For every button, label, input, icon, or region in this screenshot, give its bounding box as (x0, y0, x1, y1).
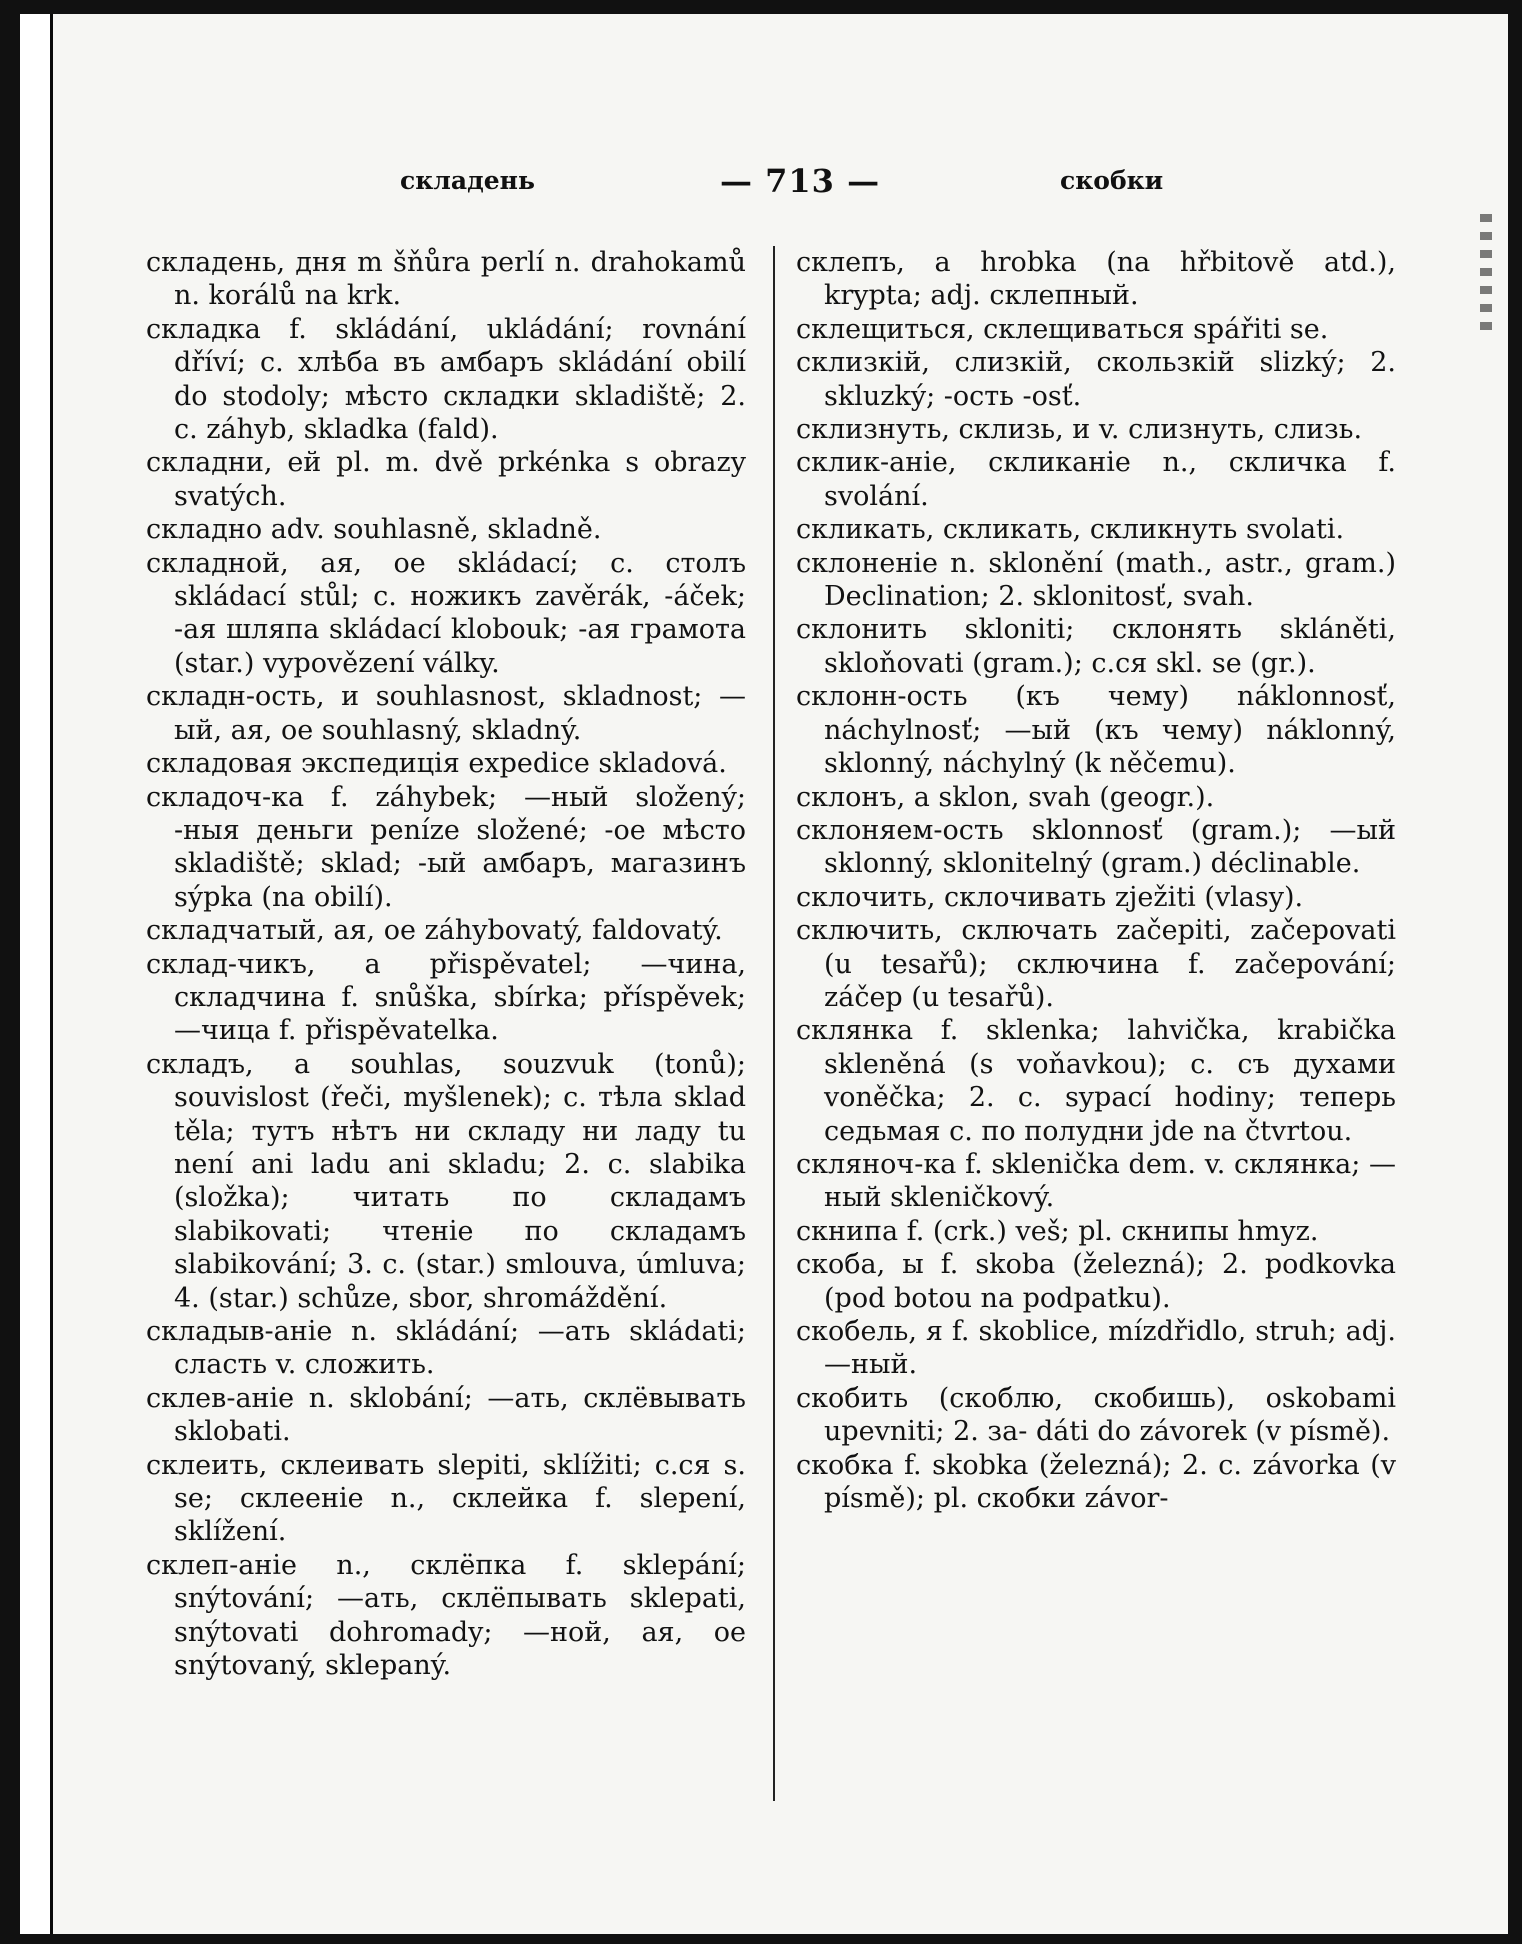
column-divider (773, 246, 775, 1801)
dictionary-entry: склик-аніе, скликаніе n., скличка f. svolání. (796, 447, 1396, 512)
scan-edge-marks (1480, 214, 1492, 334)
dictionary-entry: склизнуть, склизь, и v. слизнуть, слизь. (796, 414, 1363, 446)
dictionary-entry: скнипа f. (crk.) veš; pl. скнипы hmyz. (796, 1215, 1319, 1247)
dictionary-entry: склоненіе n. sklonění (math., astr., gram.) Declination; 2. sklonitosť, svah. (796, 547, 1396, 613)
dictionary-entry: склонить skloniti; склонять skláněti, skloňovati (gram.); c.ся skl. se (gr.). (796, 614, 1396, 679)
dictionary-entry: склад-чикъ, a přispěvatel; —чина, складчина f. snůška, sbírka; příspěvek; —чица f. přispěvatelka. (146, 948, 746, 1047)
dictionary-entry: складчатый, ая, ое záhybovatý, faldovatý. (146, 915, 723, 947)
dictionary-entry: скобель, я f. skoblice, mízdřidlo, struh; adj. —ный. (796, 1316, 1396, 1381)
page-header (150, 162, 1370, 206)
header-left-guide-word: складень (400, 166, 535, 195)
dictionary-entry: скликать, скликать, скликнуть svolati. (796, 514, 1345, 546)
dictionary-entry: складоч-ка f. záhybek; —ный složený; -ныя деньги peníze složené; -ое мѣсто skladiště; sklad; -ый амбаръ, магазинъ sýpka (na obilí). (146, 781, 746, 913)
dictionary-entry: складной, ая, ое skládací; c. столъ skládací stůl; c. ножикъ zavěrák, -áček; -ая шляпа skládací klobouk; -ая грамота (star.) vypovězení války. (146, 547, 746, 679)
facing-page-edge (20, 14, 53, 1934)
dictionary-entry: скобка f. skobka (železná); 2. c. závorka (v písmě); pl. скобки závor- (796, 1449, 1396, 1515)
dictionary-entry: склоняем-ость sklonnosť (gram.); —ый sklonný, sklonitelný (gram.) déclinable. (796, 814, 1396, 880)
dictionary-entry: склеить, склеивать slepiti, sklížiti; c.ся s. se; склееніе n., склейка f. slepení, sklížení. (146, 1449, 746, 1548)
dictionary-entry: склев-аніе n. sklobání; —ать, склёвывать sklobati. (146, 1382, 746, 1448)
dictionary-entry: скляноч-ка f. sklenička dem. v. склянка; —ный skleničkový. (796, 1148, 1396, 1214)
dictionary-entry: склепъ, a hrobka (na hřbitově atd.), krypta; adj. склепный. (796, 247, 1396, 312)
dictionary-entry: складень, дня m šňůra perlí n. drahokamů n. korálů na krk. (146, 247, 746, 312)
dictionary-entry: скоба, ы f. skoba (železná); 2. podkovka (pod botou na podpatku). (796, 1249, 1396, 1314)
dictionary-entry: склонн-ость (къ чему) náklonnosť, náchylnosť; —ый (къ чему) náklonný, sklonný, náchylný (k něčemu). (796, 681, 1396, 780)
dictionary-entry: склеп-аніе n., склёпка f. sklepání; snýtování; —ать, склёпывать sklepati, snýtovati dohromady; —ной, ая, ое snýtovaný, sklepaný. (146, 1549, 746, 1682)
dictionary-entry: складно adv. souhlasně, skladně. (146, 514, 602, 546)
dictionary-entry: складни, ей pl. m. dvě prkénka s obrazy svatých. (146, 447, 746, 512)
dictionary-entry: склещиться, склещиваться spářiti se. (796, 313, 1329, 345)
dictionary-entry: склизкій, слизкій, скользкій slizký; 2. skluzký; -ость -osť. (796, 347, 1396, 412)
dictionary-entry: складка f. skládání, ukládání; rovnání dříví; c. хлѣба въ амбаръ skládání obilí do stodoly; мѣсто складки skladiště; 2. c. záhyb, skladka (fald). (146, 313, 746, 446)
dictionary-entry: склочить, склочивать zježiti (vlasy). (796, 881, 1304, 913)
dictionary-entry: складъ, a souhlas, souzvuk (tonů); souvislost (řeči, myšlenek); c. тѣла sklad těla; тутъ нѣтъ ни складу ни ладу tu není ani ladu ani skladu; 2. c. slabika (složka); читать по складамъ slabikovati; чтеніе по складамъ slabikování; 3. c. (star.) smlouva, úmluva; 4. (star.) schůze, sbor, shromáždění. (146, 1048, 746, 1314)
dictionary-entry: склянка f. sklenka; lahvička, krabička skleněná (s voňavkou); c. съ духами voněčka; 2. c. sypací hodiny; теперь седьмая c. по полудни jde na čtvrtou. (796, 1015, 1396, 1147)
header-right-guide-word: скобки (1060, 166, 1164, 195)
dictionary-entry: складыв-аніе n. skládání; —ать skládati; сласть v. сложить. (146, 1316, 746, 1381)
dictionary-entry: складн-ость, и souhlasnost, skladnost; —ый, ая, ое souhlasný, skladný. (146, 681, 746, 746)
dictionary-entry: скобить (скоблю, скобишь), oskobami upevniti; 2. за- dáti do závorek (v písmě). (796, 1382, 1396, 1448)
right-column (796, 246, 1396, 1515)
left-column (146, 246, 746, 1682)
dictionary-entry: складовая экспедиція expedice skladová. (146, 748, 727, 780)
page-number: — 713 — (720, 162, 881, 200)
dictionary-entry: склонъ, a sklon, svah (geogr.). (796, 781, 1215, 813)
dictionary-page (20, 14, 1508, 1934)
dictionary-entry: сключить, сключать začepiti, začepovati (u tesařů); сключина f. začepování; záčep (u tesařů). (796, 915, 1396, 1013)
